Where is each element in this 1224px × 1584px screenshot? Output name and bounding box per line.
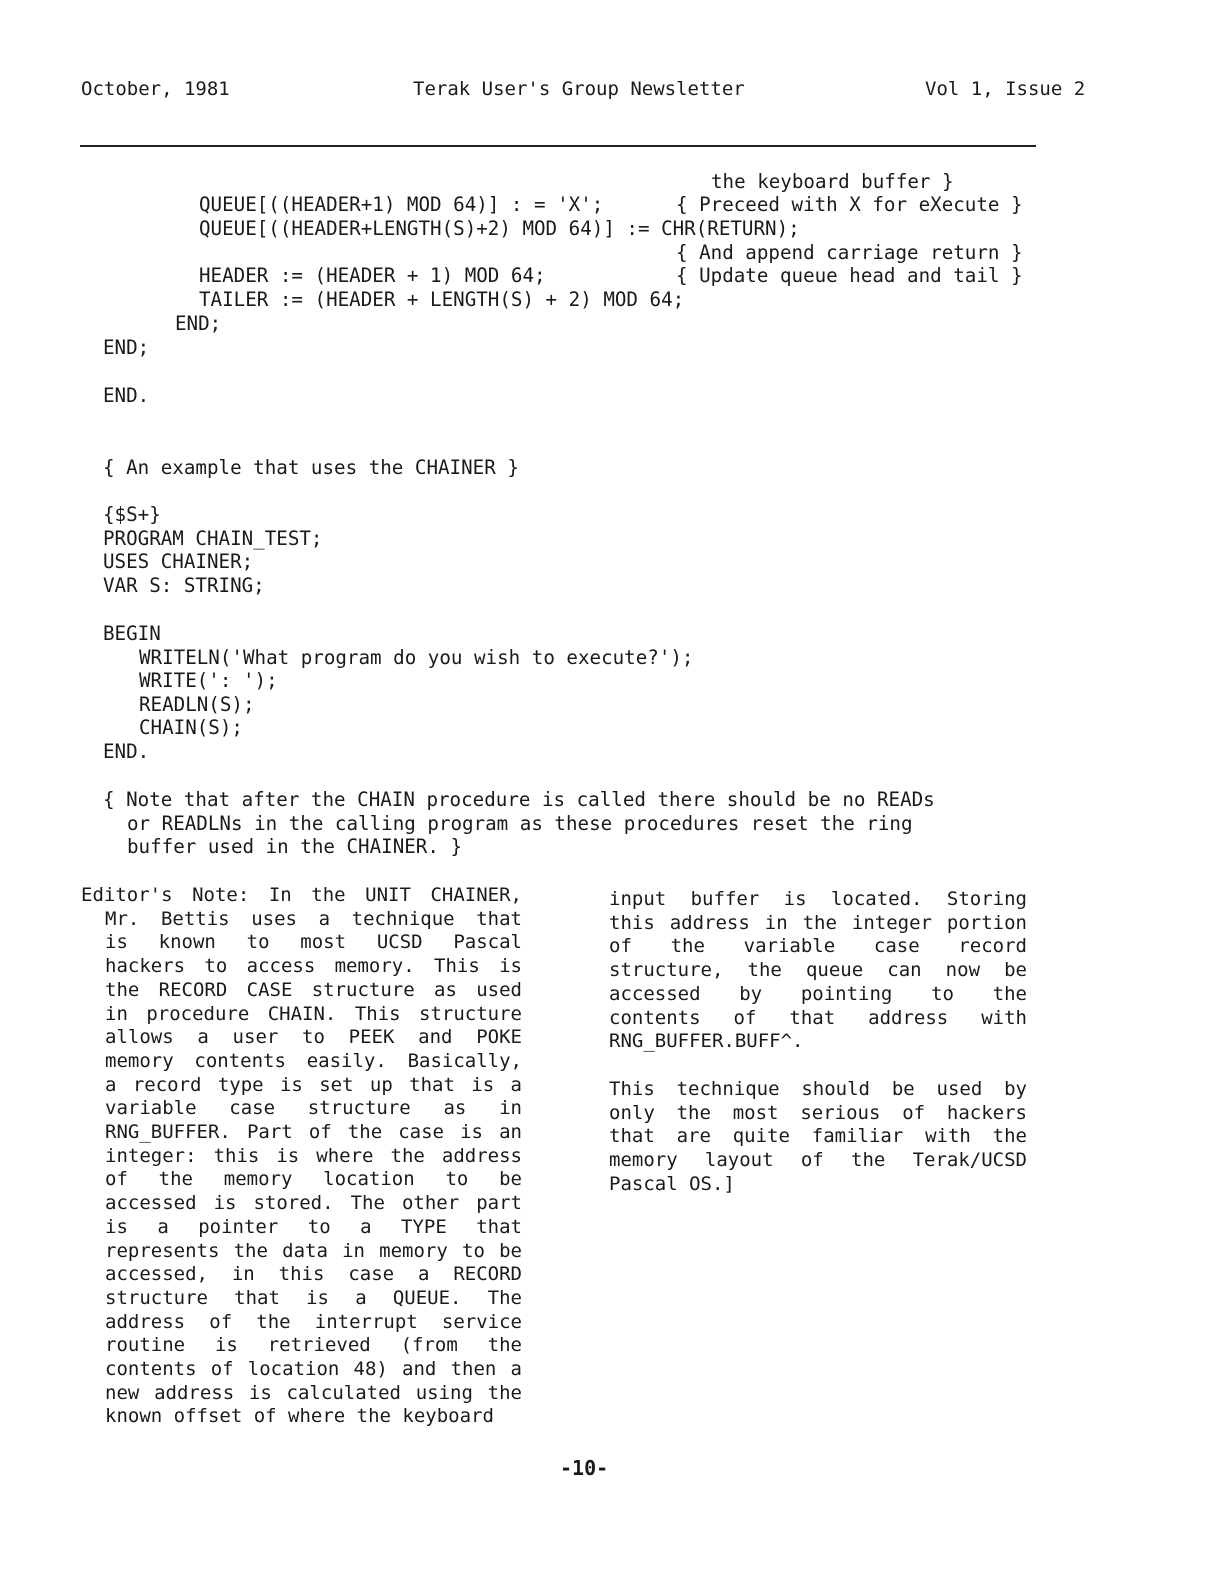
text-line: accessed, in this case a RECORD <box>105 1263 522 1286</box>
text-line: address of the interrupt service <box>105 1310 522 1333</box>
editors-note-right-column <box>609 888 1027 1196</box>
header-title: Terak User's Group Newsletter <box>413 78 745 100</box>
header-rule <box>80 145 1036 147</box>
code-line: VAR S: STRING; <box>103 574 265 597</box>
code-line: READLN(S); <box>139 693 255 716</box>
text-line: the RECORD CASE structure as used <box>105 978 522 1001</box>
text-line: integer: this is where the address <box>105 1144 522 1167</box>
text-line: accessed is stored. The other part <box>105 1192 522 1215</box>
code-line: END. <box>103 384 150 407</box>
code-comment: { And append carriage return } <box>676 241 1023 264</box>
text-line: that are quite familiar with the <box>609 1125 1027 1148</box>
text-line: a record type is set up that is a <box>105 1073 522 1096</box>
text-line: new address is calculated using the <box>105 1381 522 1404</box>
text-line: memory layout of the Terak/UCSD <box>609 1149 1027 1172</box>
text-line: input buffer is located. Storing <box>609 888 1027 910</box>
text-line: is a pointer to a TYPE that <box>105 1215 522 1238</box>
page-number: -10- <box>560 1456 609 1480</box>
header-issue: Vol 1, Issue 2 <box>925 78 1086 100</box>
code-line: TAILER := (HEADER + LENGTH(S) + 2) MOD 64; <box>199 288 685 311</box>
text-line: allows a user to PEEK and POKE <box>105 1026 522 1049</box>
text-line: hackers to access memory. This is <box>105 955 522 978</box>
text-line: memory contents easily. Basically, <box>105 1049 522 1072</box>
text-line: RNG_BUFFER. Part of the case is an <box>105 1121 522 1144</box>
text-line: RNG_BUFFER.BUFF^. <box>609 1030 804 1053</box>
text-line: Mr. Bettis uses a technique that <box>105 907 522 930</box>
code-line: QUEUE[((HEADER+1) MOD 64)] : = 'X'; <box>199 193 604 216</box>
text-line: structure, the queue can now be <box>609 959 1027 982</box>
code-line: the keyboard buffer } <box>711 170 954 193</box>
text-line: structure that is a QUEUE. The <box>105 1286 522 1309</box>
text-line: known offset of where the keyboard <box>105 1405 494 1428</box>
text-line: accessed by pointing to the <box>609 982 1027 1005</box>
text-line: only the most serious of hackers <box>609 1101 1027 1124</box>
text-line: of the memory location to be <box>105 1168 522 1191</box>
note-line: { Note that after the CHAIN procedure is called there should be no READs <box>103 788 935 811</box>
code-line: BEGIN <box>103 622 161 645</box>
text-line: Pascal OS.] <box>609 1172 735 1195</box>
text-line: is known to most UCSD Pascal <box>105 931 522 954</box>
text-line: represents the data in memory to be <box>105 1239 522 1262</box>
text-line: This technique should be used by <box>609 1077 1027 1100</box>
code-comment: { Preceed with X for eXecute } <box>676 193 1023 216</box>
text-line: contents of location 48) and then a <box>105 1358 522 1381</box>
code-line: PROGRAM CHAIN_TEST; <box>103 527 323 550</box>
text-line: of the variable case record <box>609 935 1027 958</box>
text-line: this address in the integer portion <box>609 911 1027 934</box>
paragraph-gap <box>609 1054 1027 1078</box>
code-line: END; <box>103 336 150 359</box>
code-line: QUEUE[((HEADER+LENGTH(S)+2) MOD 64)] := CHR(RETURN); <box>199 217 800 240</box>
text-line: in procedure CHAIN. This structure <box>105 1002 522 1025</box>
code-line: USES CHAINER; <box>103 550 254 573</box>
text-line: contents of that address with <box>609 1006 1027 1029</box>
text-line: routine is retrieved (from the <box>105 1334 522 1357</box>
example-comment: { An example that uses the CHAINER } <box>103 456 519 479</box>
code-line: WRITELN('What program do you wish to execute?'); <box>139 646 694 669</box>
code-line: CHAIN(S); <box>139 716 243 739</box>
code-line: HEADER := (HEADER + 1) MOD 64; <box>199 264 546 287</box>
code-line: {$S+} <box>103 503 161 526</box>
code-line: WRITE(': '); <box>139 669 278 692</box>
code-comment: { Update queue head and tail } <box>676 264 1023 287</box>
code-line: END; <box>175 312 222 335</box>
text-line: Editor's Note: In the UNIT CHAINER, <box>81 884 522 906</box>
note-line: buffer used in the CHAINER. } <box>127 835 463 858</box>
header-date: October, 1981 <box>81 78 230 100</box>
text-line: variable case structure as in <box>105 1097 522 1120</box>
editors-note-left-column <box>81 884 522 1429</box>
code-line: END. <box>103 740 150 763</box>
note-line: or READLNs in the calling program as these procedures reset the ring <box>127 812 913 835</box>
